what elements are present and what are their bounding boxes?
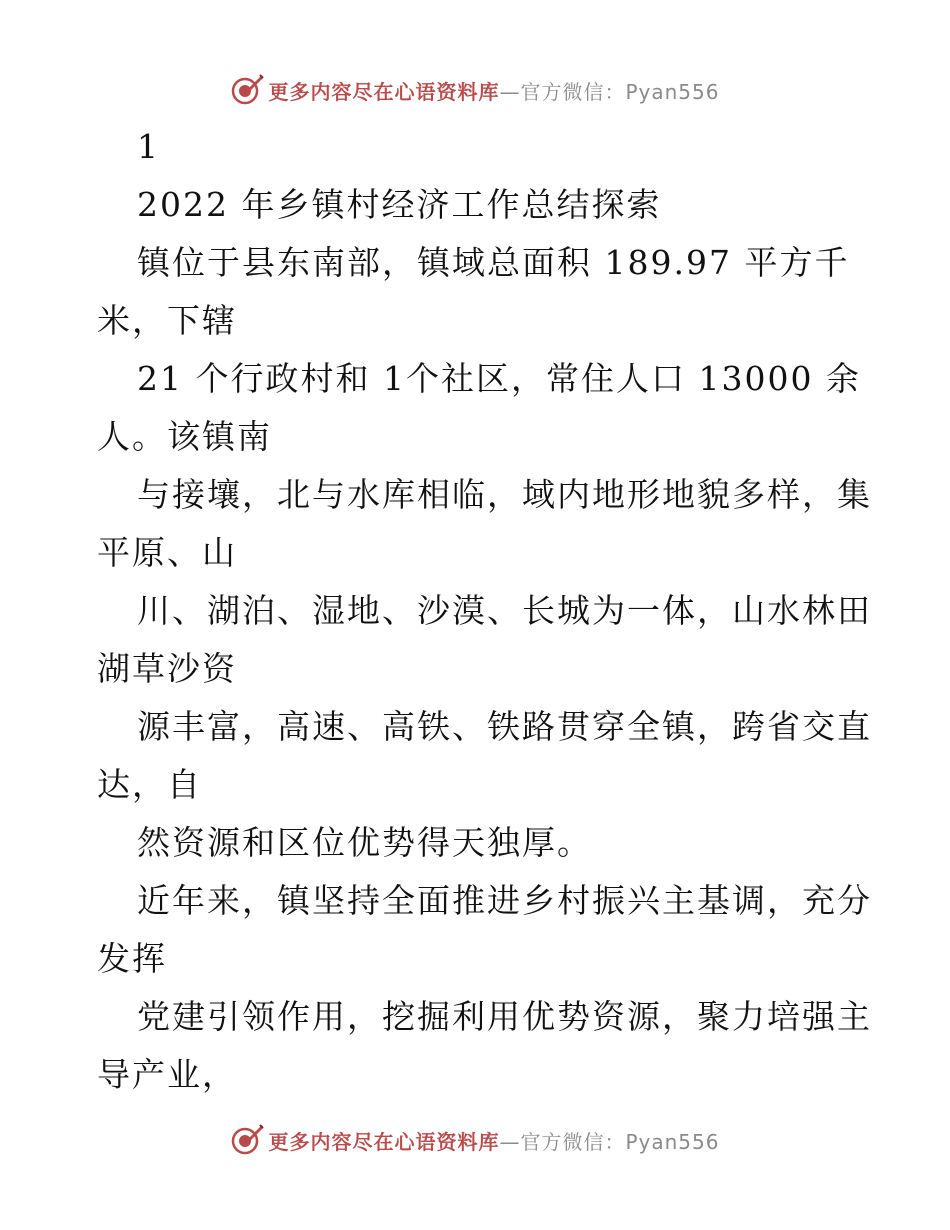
- document-title: 2022 年乡镇村经济工作总结探索: [137, 185, 662, 224]
- watermark-banner-bottom: [0, 1120, 950, 1160]
- text-line: 米，下辖: [97, 301, 237, 340]
- watermark-banner-top: [0, 70, 950, 110]
- text-line: 湖草沙资: [97, 649, 237, 688]
- watermark-red-text: 更多内容尽在心语资料库: [268, 1129, 500, 1154]
- text-line: 近年来，镇坚持全面推进乡村振兴主基调，充分: [137, 881, 872, 920]
- text-line: 党建引领作用，挖掘利用优势资源，聚力培强主: [137, 997, 872, 1036]
- text-line: 导产业，: [97, 1055, 237, 1094]
- pen-logo-icon: [230, 73, 264, 107]
- watermark-grey-text: —官方微信：Pyan556: [499, 1129, 720, 1154]
- text-line: 发挥: [97, 939, 167, 978]
- watermark-grey-text: —官方微信：Pyan556: [499, 79, 720, 104]
- document-body: [97, 118, 872, 1104]
- text-line: 达，自: [97, 765, 202, 804]
- text-line: 1: [137, 127, 160, 166]
- text-line: 镇位于县东南部，镇域总面积 189.97 平方千: [137, 243, 850, 282]
- pen-logo-icon: [230, 1123, 264, 1157]
- text-line: 平原、山: [97, 533, 237, 572]
- text-line: 川、湖泊、湿地、沙漠、长城为一体，山水林田: [137, 591, 872, 630]
- text-line: 人。该镇南: [97, 417, 272, 456]
- text-line: 与接壤，北与水库相临，域内地形地貌多样，集: [137, 475, 872, 514]
- text-line: 21 个行政村和 1个社区，常住人口 13000 余: [137, 359, 861, 398]
- text-line: 源丰富，高速、高铁、铁路贯穿全镇，跨省交直: [137, 707, 872, 746]
- watermark-red-text: 更多内容尽在心语资料库: [268, 79, 500, 104]
- text-line: 然资源和区位优势得天独厚。: [137, 823, 592, 862]
